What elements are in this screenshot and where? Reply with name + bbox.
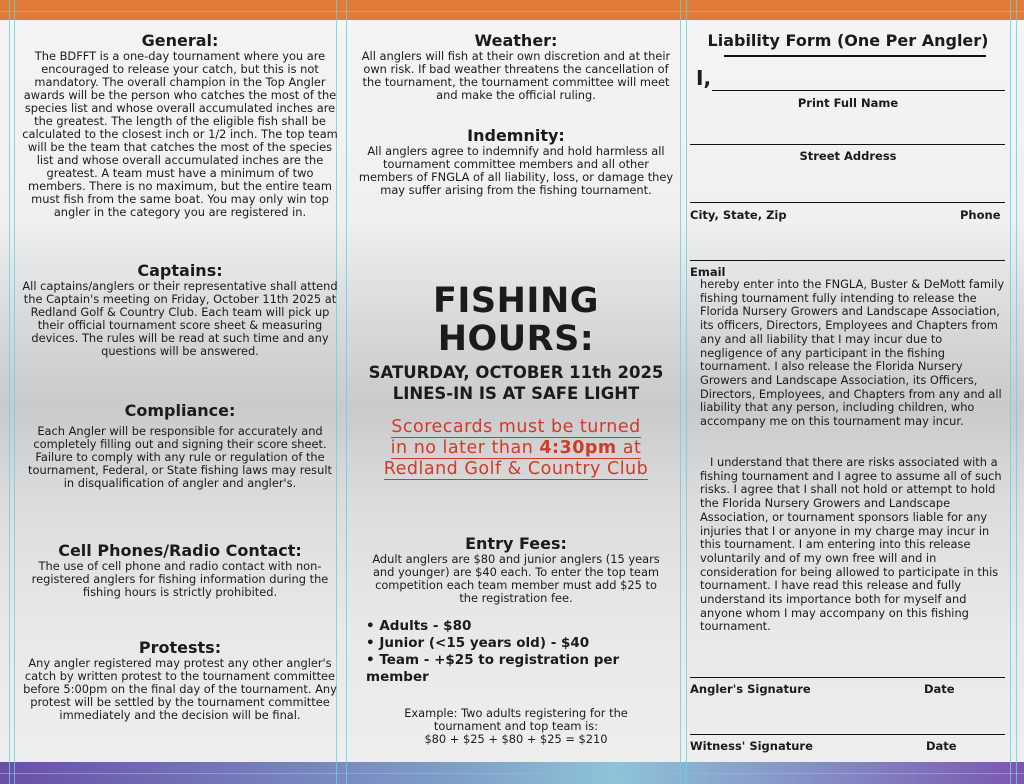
title-underline <box>724 55 986 57</box>
cell-phones-section <box>22 542 338 599</box>
email-label: Email <box>690 265 726 279</box>
list-item: • Adults - $80 <box>366 618 472 634</box>
fishing-date: SATURDAY, OCTOBER 11th 2025 <box>368 363 664 382</box>
guide-line <box>346 0 347 784</box>
indemnity-section <box>356 127 676 197</box>
indemnity-heading: Indemnity: <box>467 126 565 145</box>
captains-body: All captains/anglers or their representative shall attend the Captain's meeting on Friday, October 11th 2025 at Redland Golf & Country Club. Each team will pick up their official tournament score sheet & measuring devices. The rules will be read at such time and any questions will be answered. <box>22 279 338 358</box>
fishing-hours-section <box>356 282 676 480</box>
scorecards-line-3: Redland Golf & Country Club <box>383 459 649 479</box>
compliance-body: Each Angler will be responsible for accurately and completely filling out and signing their score sheet. Failure to comply with any rule or regulation of the tournament, Federal, or State fishing laws may result in disqualification of angler and angler's. <box>28 424 332 490</box>
entry-fees-section <box>356 535 676 746</box>
scorecards-line-2a: in no later than <box>390 438 540 458</box>
weather-heading: Weather: <box>474 31 558 50</box>
general-section <box>22 32 338 219</box>
captains-heading: Captains: <box>137 261 223 280</box>
liability-title: Liability Form (One Per Angler) <box>707 31 989 50</box>
fee-example-calc: $80 + $25 + $80 + $25 = $210 <box>424 732 608 746</box>
city-label: City, State, Zip <box>690 208 787 222</box>
witness-signature-label: Witness' Signature <box>690 739 813 753</box>
list-item: • Team - +$25 to registration per member <box>366 652 620 685</box>
release-paragraph-1: hereby enter into the FNGLA, Buster & DeMott family fishing tournament fully intending to release the Florida Nursery Growers and Landscape Association, its officers, Directors, Employees and Chapters from any and all liability that I may incur due to negligence of any participant in the fishing tournament. I also release the Florida Nursery Growers and Landscape Association, its Officers, Directors, Employees, and Chapters from any and all liability that any person, including children, who accompany me on this tournament may incur. <box>700 277 1005 429</box>
angler-date-label: Date <box>924 682 955 696</box>
fees-list <box>356 618 676 686</box>
fee-junior: Junior (<15 years old) - $40 <box>379 635 590 651</box>
indemnity-body: All anglers agree to indemnify and hold harmless all tournament committee members and all other members of FNGLA of all liability, loss, or damage they may suffer arising from the fishing tournament. <box>358 144 674 197</box>
cell-phones-body: The use of cell phone and radio contact with non-registered anglers for fishing information during the fishing hours is strictly prohibited. <box>31 559 329 599</box>
angler-signature-line[interactable] <box>690 677 1005 678</box>
witness-date-label: Date <box>926 739 957 753</box>
top-color-bar <box>0 0 1024 20</box>
release-paragraph-2: I understand that there are risks associated with a fishing tournament and I agree to assume all of such risks. I agree that I shall not hold or attempt to hold the Florida Nursery Growers and Landscape Association, or tournament sponsors liable for any injuries that I or anyone in my charge may incur in this tournament. I am entering into this release voluntarily and of my own free will and in consideration for being allowed to participate in this tournament. I have read this release and fully understand its importance both for myself and anyone whom I may accompany on this fishing tournament. <box>700 455 1002 634</box>
scorecards-line-2 <box>391 438 642 459</box>
entry-fees-heading: Entry Fees: <box>465 534 567 553</box>
protests-section <box>22 639 338 722</box>
fee-adults: Adults - $80 <box>379 618 472 634</box>
weather-body: All anglers will fish at their own discretion and at their own risk. If bad weather threatens the cancellation of the tournament, the tournament committee will meet and make the official ruling. <box>361 49 671 102</box>
fee-team: Team - +$25 to registration per member <box>366 652 620 685</box>
phone-label: Phone <box>960 208 1001 222</box>
protests-body: Any angler registered may protest any other angler's catch by written protest to the tournament committee before 5:00pm on the final day of the tournament. Any protest will be settled by the tournament committee immediately and the decision will be final. <box>23 656 337 722</box>
scorecards-time: 4:30pm <box>539 438 617 458</box>
protests-heading: Protests: <box>138 638 222 657</box>
i-label: I, <box>696 66 712 90</box>
guide-line <box>14 0 15 784</box>
scorecards-line-1: Scorecards must be turned <box>391 417 641 437</box>
fishing-hours-title: FISHING HOURS: <box>433 281 599 359</box>
liability-panel <box>690 20 1006 760</box>
street-line[interactable] <box>690 144 1005 145</box>
general-body: The BDFFT is a one-day tournament where you are encouraged to release your catch, but this is not mandatory. The overall champion in the Top Angler awards will be the person who catches the most of the species list and whose overall accumulated inches are the greatest. The length of the eligible fish shall be calculated to the closest inch or 1/2 inch. The top team will be the team that catches the most of the species list and whose overall accumulated inches are the greatest. A team must have a minimum of two members. There is no maximum, but the entire team must fish from the same boat. You may only win top angler in the category you are registered in. <box>22 49 338 219</box>
general-heading: General: <box>141 31 219 50</box>
entry-fees-body: Adult anglers are $80 and junior anglers (15 years and younger) are $40 each. To enter the top team competition each team member must add $25 to the registration fee. <box>372 552 660 605</box>
weather-section <box>356 32 676 102</box>
street-label: Street Address <box>799 149 897 163</box>
print-name-label: Print Full Name <box>797 96 899 110</box>
guide-line <box>0 773 1024 774</box>
cell-phones-heading: Cell Phones/Radio Contact: <box>58 541 302 560</box>
email-line[interactable] <box>690 260 1005 261</box>
list-item: • Junior (<15 years old) - $40 <box>366 635 590 651</box>
lines-in-text: LINES-IN IS AT SAFE LIGHT <box>392 384 640 403</box>
name-line[interactable] <box>712 90 1005 91</box>
scorecards-line-2c: at <box>616 438 642 458</box>
guide-line <box>686 0 687 784</box>
compliance-section <box>22 402 338 490</box>
guide-line <box>0 11 1024 12</box>
scorecards-notice <box>356 417 676 480</box>
angler-signature-label: Angler's Signature <box>690 682 811 696</box>
guide-line <box>9 0 10 784</box>
city-line[interactable] <box>690 202 1005 203</box>
captains-section <box>22 262 338 358</box>
guide-line <box>1016 0 1017 784</box>
witness-signature-line[interactable] <box>690 734 1005 735</box>
guide-line <box>680 0 681 784</box>
fee-example: Example: Two adults registering for the tournament and top team is: <box>404 706 628 733</box>
guide-line <box>1010 0 1011 784</box>
compliance-heading: Compliance: <box>124 401 236 420</box>
